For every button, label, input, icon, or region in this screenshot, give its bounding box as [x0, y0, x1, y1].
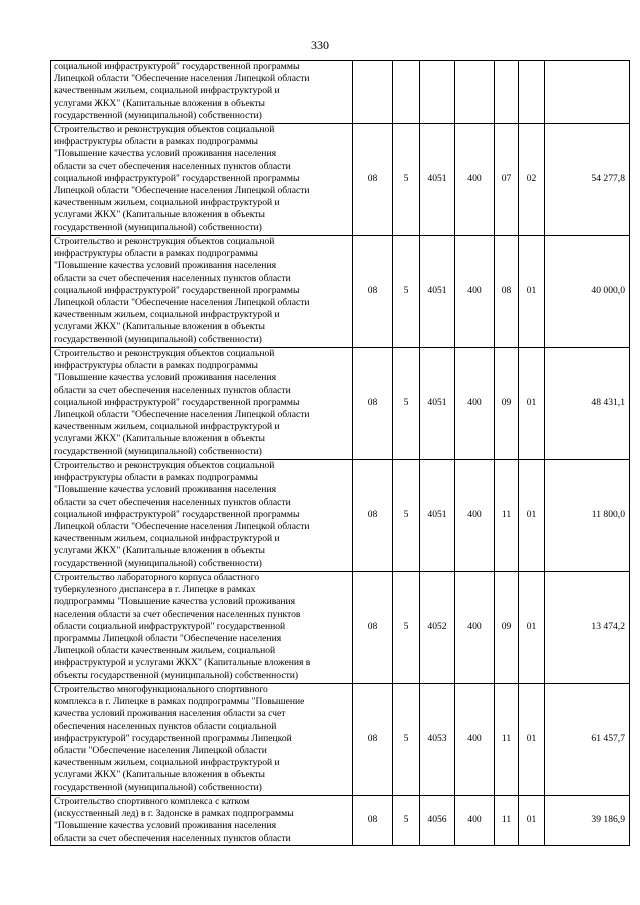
- code-cell: 08: [353, 236, 393, 348]
- code-cell: 11: [495, 460, 519, 572]
- code-cell: 4051: [420, 460, 455, 572]
- code-cell: 01: [519, 796, 545, 846]
- code-cell: 08: [353, 684, 393, 796]
- table-row: [51, 572, 630, 684]
- row-description: Строительство и реконструкция объектов социальной инфраструктуры области в рамках подпрограммы "Повышение качества условий проживания населения области за счет обеспечения населенных пунктов области социальной инфраструктурой" государственной программы Липецкой области "Обеспечение населения Липецкой области качественным жильем, социальной инфраструктурой и услугами ЖКХ" (Капитальные вложения в объекты государственной (муниципальной) собственности): [51, 460, 353, 572]
- code-cell: 400: [455, 348, 495, 460]
- code-cell: 4053: [420, 684, 455, 796]
- code-cell: 01: [519, 572, 545, 684]
- amount-cell: 48 431,1: [545, 348, 630, 460]
- code-cell: [495, 61, 519, 124]
- code-cell: 4051: [420, 348, 455, 460]
- code-cell: 400: [455, 124, 495, 236]
- code-cell: 400: [455, 460, 495, 572]
- code-cell: [455, 61, 495, 124]
- code-cell: 5: [393, 572, 420, 684]
- table-row: [51, 348, 630, 460]
- row-description: Строительство спортивного комплекса с катком (искусственный лед) в г. Задонске в рамках подпрограммы "Повышение качества условий проживания населения области за счет обеспечения населенных пунктов области: [51, 796, 353, 846]
- code-cell: 08: [353, 124, 393, 236]
- code-cell: [420, 61, 455, 124]
- code-cell: 01: [519, 348, 545, 460]
- code-cell: 4051: [420, 236, 455, 348]
- amount-cell: 40 000,0: [545, 236, 630, 348]
- amount-cell: 39 186,9: [545, 796, 630, 846]
- row-description: Строительство и реконструкция объектов социальной инфраструктуры области в рамках подпрограммы "Повышение качества условий проживания населения области за счет обеспечения населенных пунктов области социальной инфраструктурой" государственной программы Липецкой области "Обеспечение населения Липецкой области качественным жильем, социальной инфраструктурой и услугами ЖКХ" (Капитальные вложения в объекты государственной (муниципальной) собственности): [51, 236, 353, 348]
- code-cell: [519, 61, 545, 124]
- row-description: Строительство и реконструкция объектов социальной инфраструктуры области в рамках подпрограммы "Повышение качества условий проживания населения области за счет обеспечения населенных пунктов области социальной инфраструктурой" государственной программы Липецкой области "Обеспечение населения Липецкой области качественным жильем, социальной инфраструктурой и услугами ЖКХ" (Капитальные вложения в объекты государственной (муниципальной) собственности): [51, 124, 353, 236]
- code-cell: 09: [495, 572, 519, 684]
- code-cell: 08: [353, 460, 393, 572]
- code-cell: 400: [455, 572, 495, 684]
- code-cell: 5: [393, 348, 420, 460]
- code-cell: 5: [393, 684, 420, 796]
- code-cell: 11: [495, 684, 519, 796]
- code-cell: 01: [519, 460, 545, 572]
- code-cell: 5: [393, 236, 420, 348]
- code-cell: 02: [519, 124, 545, 236]
- code-cell: 400: [455, 796, 495, 846]
- code-cell: 4051: [420, 124, 455, 236]
- code-cell: 01: [519, 684, 545, 796]
- row-description: Строительство и реконструкция объектов социальной инфраструктуры области в рамках подпрограммы "Повышение качества условий проживания населения области за счет обеспечения населенных пунктов области социальной инфраструктурой" государственной программы Липецкой области "Обеспечение населения Липецкой области качественным жильем, социальной инфраструктурой и услугами ЖКХ" (Капитальные вложения в объекты государственной (муниципальной) собственности): [51, 348, 353, 460]
- code-cell: 01: [519, 236, 545, 348]
- code-cell: 5: [393, 460, 420, 572]
- code-cell: 5: [393, 796, 420, 846]
- table-row: [51, 236, 630, 348]
- code-cell: 400: [455, 684, 495, 796]
- code-cell: 400: [455, 236, 495, 348]
- table-row: [51, 796, 630, 846]
- code-cell: 4056: [420, 796, 455, 846]
- amount-cell: 54 277,8: [545, 124, 630, 236]
- page-number: 330: [311, 38, 329, 52]
- code-cell: 08: [495, 236, 519, 348]
- amount-cell: 11 800,0: [545, 460, 630, 572]
- code-cell: 4052: [420, 572, 455, 684]
- row-description: социальной инфраструктурой" государственной программы Липецкой области "Обеспечение населения Липецкой области качественным жильем, социальной инфраструктурой и услугами ЖКХ" (Капитальные вложения в объекты государственной (муниципальной) собственности): [51, 61, 353, 124]
- code-cell: 11: [495, 796, 519, 846]
- code-cell: 09: [495, 348, 519, 460]
- code-cell: 5: [393, 124, 420, 236]
- code-cell: 08: [353, 348, 393, 460]
- row-description: Строительство многофункционального спортивного комплекса в г. Липецке в рамках подпрограммы "Повышение качества условий проживания населения области за счет обеспечения населенных пунктов области социальной инфраструктурой" государственной программы Липецкой области "Обеспечение населения Липецкой области качественным жильем, социальной инфраструктурой и услугами ЖКХ" (Капитальные вложения в объекты государственной (муниципальной) собственности): [51, 684, 353, 796]
- amount-cell: 13 474,2: [545, 572, 630, 684]
- amount-cell: [545, 61, 630, 124]
- row-description: Строительство лабораторного корпуса областного туберкулезного диспансера в г. Липецке в рамках подпрограммы "Повышение качества условий проживания населения области за счет обеспечения населенных пунктов области социальной инфраструктурой" государственной программы Липецкой области "Обеспечение населения Липецкой области качественным жильем, социальной инфраструктурой и услугами ЖКХ" (Капитальные вложения в объекты государственной (муниципальной) собственности): [51, 572, 353, 684]
- budget-table: [50, 60, 630, 846]
- code-cell: [353, 61, 393, 124]
- code-cell: [393, 61, 420, 124]
- amount-cell: 61 457,7: [545, 684, 630, 796]
- table-row: [51, 684, 630, 796]
- table-row: [51, 61, 630, 124]
- code-cell: 07: [495, 124, 519, 236]
- table-row: [51, 460, 630, 572]
- code-cell: 08: [353, 796, 393, 846]
- code-cell: 08: [353, 572, 393, 684]
- table-row: [51, 124, 630, 236]
